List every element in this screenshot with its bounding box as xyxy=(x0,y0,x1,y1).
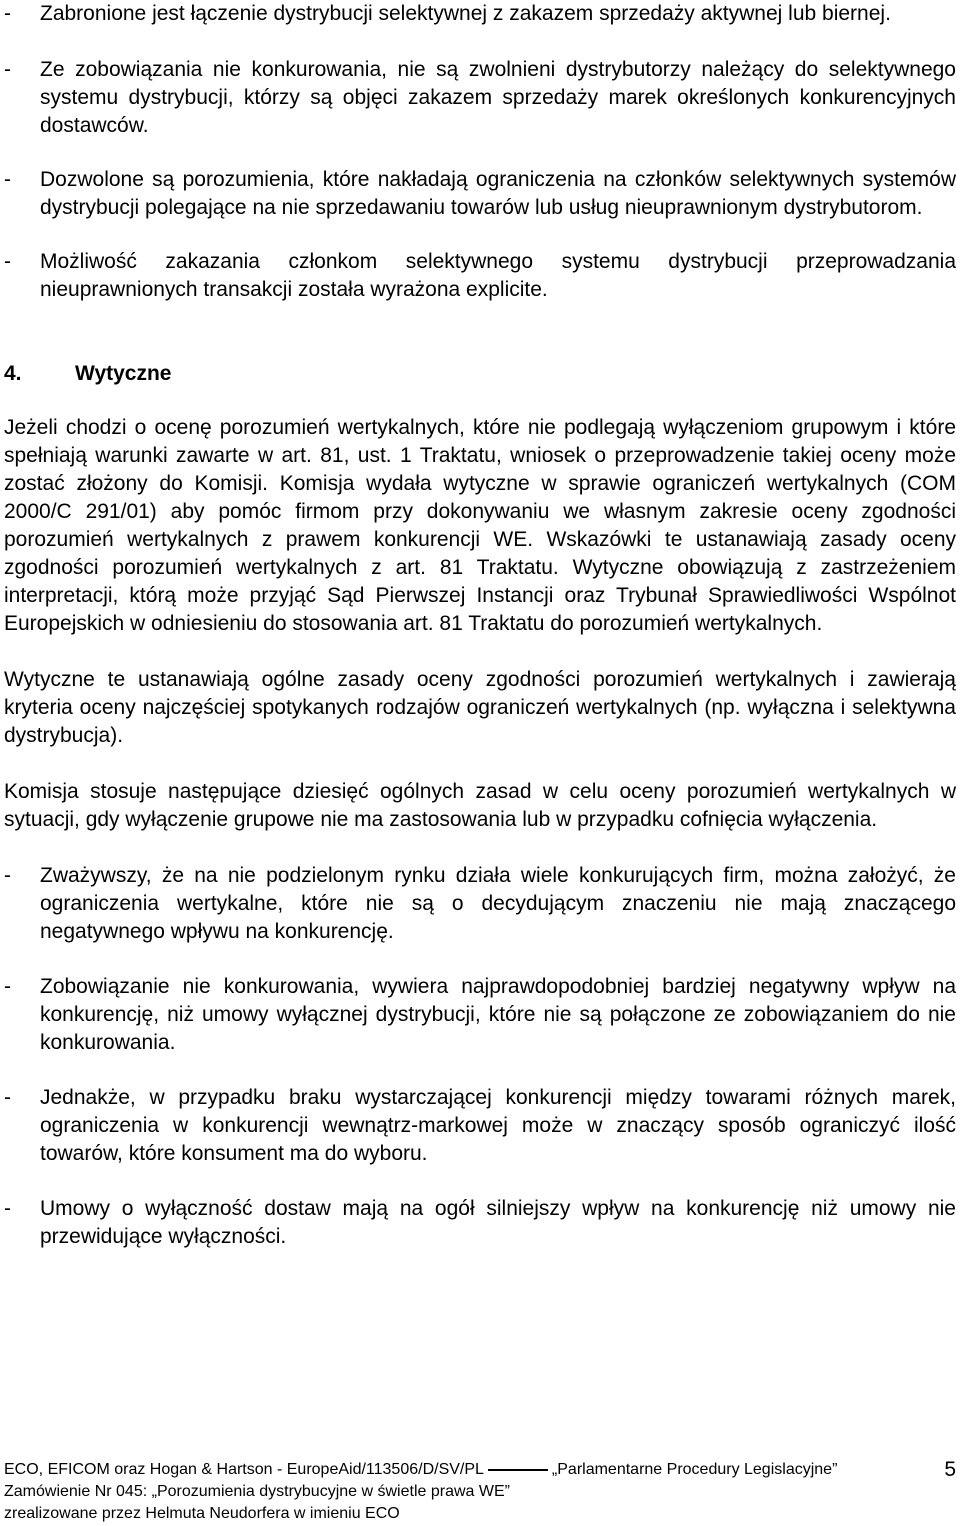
page-number: 5 xyxy=(944,1458,956,1481)
footer-line-2: Zamówienie Nr 045: „Porozumienia dystrybucyjne w świetle prawa WE” xyxy=(4,1483,510,1500)
bullet-text: Zobowiązanie nie konkurowania, wywiera najprawdopodobniej bardziej negatywny wpływ na konkurencję, niż umowy wyłącznej dystrybucji, które nie są połączone ze zobowiązaniem do nie konkurowania. xyxy=(40,975,956,1054)
list-item xyxy=(4,248,956,304)
bullet-text: Dozwolone są porozumienia, które nakładają ograniczenia na członków selektywnych systemów dystrybucji polegające na nie sprzedawaniu towarów lub usług nieuprawnionym dystrybutorom. xyxy=(40,168,956,219)
section-heading xyxy=(4,360,956,388)
bullet-text: Zważywszy, że na nie podzielonym rynku działa wiele konkurujących firm, można założyć, że ograniczenia wertykalne, które nie są o decydującym znaczeniu nie mają znaczącego negatywnego wpływu na konkurencję. xyxy=(40,864,956,943)
document-body xyxy=(4,0,956,1251)
page-footer xyxy=(4,1459,956,1525)
list-item xyxy=(4,862,956,946)
list-item xyxy=(4,973,956,1057)
footer-project: ECO, EFICOM oraz Hogan & Hartson - EuropeAid/113506/D/SV/PL xyxy=(4,1461,484,1478)
paragraph: Wytyczne te ustanawiają ogólne zasady oceny zgodności porozumień wertykalnych i zawierają kryteria oceny najczęściej spotykanych rodzajów ograniczeń wertykalnych (np. wyłączna i selektywna dystrybucja). xyxy=(4,668,956,747)
footer-line-3: zrealizowane przez Helmuta Neudorfera w imieniu ECO xyxy=(4,1505,400,1522)
bottom-bullet-list xyxy=(4,862,956,1251)
bullet-dash: - xyxy=(4,975,11,998)
bullet-text: Zabronione jest łączenie dystrybucji selektywnej z zakazem sprzedaży aktywnej lub biernej. xyxy=(40,2,891,25)
bullet-dash: - xyxy=(4,1197,11,1220)
bullet-dash: - xyxy=(4,864,11,887)
bullet-dash: - xyxy=(4,250,11,273)
top-bullet-list xyxy=(4,0,956,304)
list-item xyxy=(4,166,956,222)
bullet-text: Możliwość zakazania członkom selektywnego systemu dystrybucji przeprowadzania nieuprawnionych transakcji została wyrażona explicite. xyxy=(40,250,956,301)
paragraph: Jeżeli chodzi o ocenę porozumień wertykalnych, które nie podlegają wyłączeniom grupowym i które spełniają warunki zawarte w art. 81, ust. 1 Traktatu, wniosek o przeprowadzenie takiej oceny może zostać złożony do Komisji. Komisja wydała wytyczne w sprawie ograniczeń wertykalnych (COM 2000/C 291/01) aby pomóc firmom przy dokonywaniu we własnym zakresie oceny zgodności porozumień wertykalnych z prawem konkurencji WE. Wskazówki te ustanawiają zasady oceny zgodności porozumień wertykalnych z art. 81 Traktatu. Wytyczne obowiązują z zastrzeżeniem interpretacji, którą może przyjąć Sąd Pierwszej Instancji oraz Trybunał Sprawiedliwości Wspólnot Europejskich w odniesieniu do stosowania art. 81 Traktatu do porozumień wertykalnych. xyxy=(4,416,956,635)
bullet-text: Umowy o wyłączność dostaw mają na ogół silniejszy wpływ na konkurencję niż umowy nie przewidujące wyłączności. xyxy=(40,1197,956,1248)
section-title: Wytyczne xyxy=(75,362,172,385)
footer-line-1 xyxy=(4,1459,956,1481)
list-item xyxy=(4,0,956,28)
footer-series: „Parlamentarne Procedury Legislacyjne” xyxy=(551,1461,838,1478)
list-item xyxy=(4,1195,956,1251)
paragraph: Komisja stosuje następujące dziesięć ogólnych zasad w celu oceny porozumień wertykalnych w sytuacji, gdy wyłączenie grupowe nie ma zastosowania lub w przypadku cofnięcia wyłączenia. xyxy=(4,780,956,831)
bullet-dash: - xyxy=(4,2,11,25)
bullet-dash: - xyxy=(4,58,11,81)
bullet-dash: - xyxy=(4,1086,11,1109)
bullet-dash: - xyxy=(4,168,11,191)
list-item xyxy=(4,56,956,140)
footer-separator xyxy=(488,1469,548,1471)
section-number: 4. xyxy=(4,362,22,385)
list-item xyxy=(4,1084,956,1168)
bullet-text: Jednakże, w przypadku braku wystarczającej konkurencji między towarami różnych marek, ograniczenia w konkurencji wewnątrz-markowej może w znaczący sposób ograniczyć ilość towarów, które konsument ma do wyboru. xyxy=(40,1086,956,1165)
bullet-text: Ze zobowiązania nie konkurowania, nie są zwolnieni dystrybutorzy należący do selektywnego systemu dystrybucji, którzy są objęci zakazem sprzedaży marek określonych konkurencyjnych dostawców. xyxy=(40,58,956,137)
